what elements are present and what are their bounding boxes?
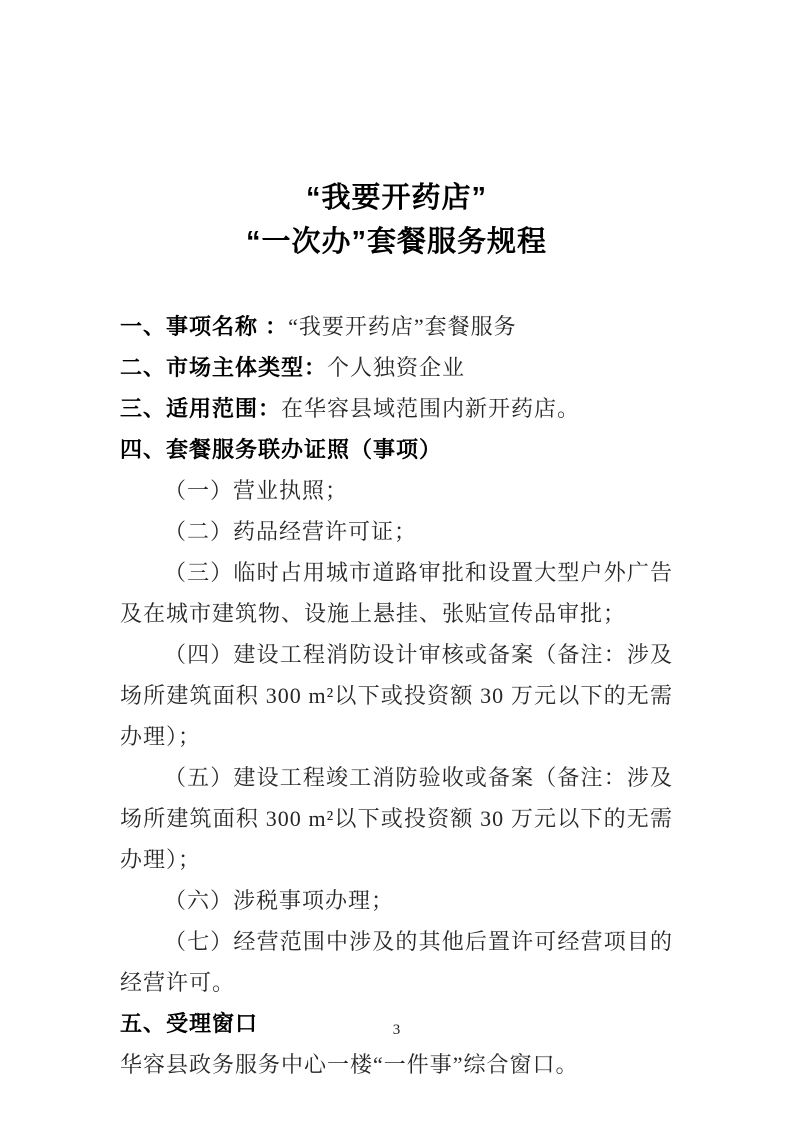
- page-number: 3: [392, 1022, 401, 1038]
- section-3-value: 在华容县域范围内新开药店。: [281, 396, 581, 421]
- list-item-5-text: （五）建设工程竣工消防验收或备案（备注：涉及场所建筑面积 300 m²以下或投资额 30 万元以下的无需办理）；: [120, 765, 673, 872]
- section-3-label: 三、适用范围：: [120, 396, 282, 421]
- section-5-window-text: 华容县政务服务中心一楼“一件事”综合窗口。: [120, 1052, 579, 1077]
- document-body: [120, 306, 673, 1085]
- section-2-label: 二、市场主体类型：: [120, 355, 328, 380]
- title-line-2: “一次办”套餐服务规程: [245, 226, 547, 258]
- title-line-1: “我要开药店”: [305, 182, 487, 214]
- list-item-7-text: （七）经营范围中涉及的其他后置许可经营项目的经营许可。: [120, 929, 673, 995]
- list-item-3-text: （三）临时占用城市道路审批和设置大型户外广告及在城市建筑物、设施上悬挂、张贴宣传品审批；: [120, 560, 673, 626]
- section-4-heading: [120, 429, 673, 470]
- list-item-7: [120, 921, 673, 1003]
- list-item-6: [120, 880, 673, 921]
- list-item-6-text: （六）涉税事项办理；: [164, 888, 395, 913]
- section-1-value: “我要开药店”套餐服务: [288, 314, 517, 339]
- list-item-4-text: （四）建设工程消防设计审核或备案（备注：涉及场所建筑面积 300 m²以下或投资额 30 万元以下的无需办理）；: [120, 642, 673, 749]
- document-title: [120, 176, 673, 264]
- section-1-item-name: [120, 306, 673, 347]
- section-2-entity-type: [120, 347, 673, 388]
- section-1-label: 一、事项名称 ：: [120, 314, 289, 339]
- section-3-scope: [120, 388, 673, 429]
- document-content: [120, 176, 673, 1085]
- list-item-4: [120, 634, 673, 757]
- section-5-window-location: [120, 1044, 673, 1085]
- section-4-label: 四、套餐服务联办证照（事项）: [120, 437, 443, 462]
- list-item-5: [120, 757, 673, 880]
- list-item-2-text: （二）药品经营许可证；: [164, 519, 418, 544]
- section-2-value: 个人独资企业: [327, 355, 466, 380]
- list-item-1: [120, 470, 673, 511]
- list-item-3: [120, 552, 673, 634]
- section-5-label: 五、受理窗口: [120, 1011, 259, 1036]
- list-item-2: [120, 511, 673, 552]
- list-item-1-text: （一）营业执照；: [164, 478, 349, 503]
